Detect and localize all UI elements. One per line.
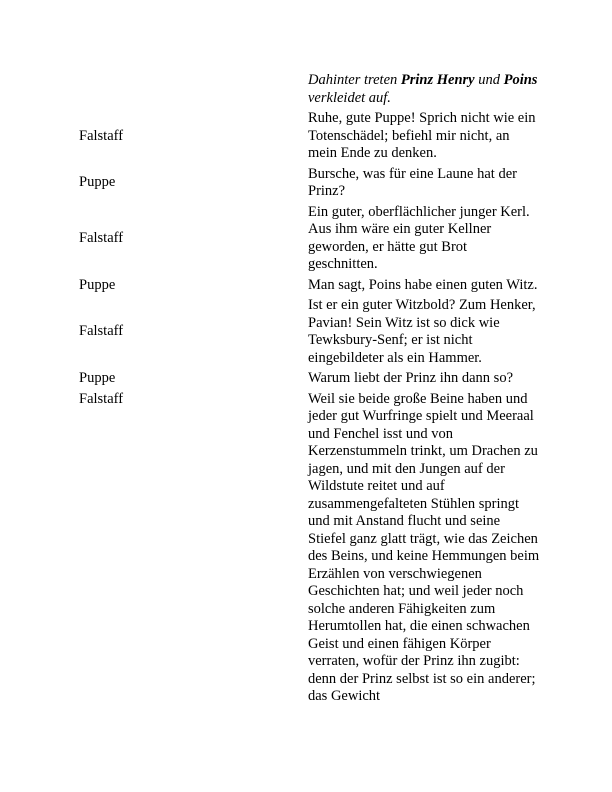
dialogue-row — [79, 110, 549, 163]
dialogue-table — [79, 110, 549, 709]
dialogue-line: Bursche, was für eine Laune hat der Prinz? — [308, 165, 517, 199]
speaker-name: Puppe — [79, 174, 116, 191]
dialogue-row — [79, 204, 549, 274]
dialogue-row — [79, 391, 549, 706]
speaker-name: Falstaff — [79, 127, 124, 144]
character-name-poins: Poins — [503, 72, 538, 88]
stage-direction-text: und — [474, 72, 504, 88]
dialogue-line: Ein guter, oberflächlicher junger Kerl. Aus ihm wäre ein guter Kellner geworden, er hätte gut Brot geschnitten. — [308, 203, 530, 272]
speaker-name: Falstaff — [79, 323, 124, 340]
dialogue-row — [79, 370, 549, 388]
speaker-name: Falstaff — [79, 390, 124, 407]
speaker-name: Puppe — [79, 370, 116, 386]
dialogue-line: Warum liebt der Prinz ihn dann so? — [308, 370, 514, 386]
dialogue-line: Ist er ein guter Witzbold? Zum Henker, Pavian! Sein Witz ist so dick wie Tewksbury-Senf; er ist nicht eingebildeter als ein Hammer. — [308, 297, 536, 366]
dialogue-line: Man sagt, Poins habe einen guten Witz. — [308, 276, 538, 293]
stage-direction — [308, 72, 543, 107]
dialogue-row — [79, 277, 549, 295]
dialogue-row — [79, 297, 549, 367]
speaker-name: Falstaff — [79, 229, 124, 246]
stage-direction-text: Dahinter treten — [308, 72, 401, 88]
dialogue-row — [79, 166, 549, 201]
dialogue-line: Ruhe, gute Puppe! Sprich nicht wie ein Totenschädel; befiehl mir nicht, an mein Ende zu denken. — [308, 110, 536, 161]
character-name-prinz-henry: Prinz Henry — [400, 72, 475, 88]
stage-direction-text: verkleidet auf. — [308, 89, 391, 106]
speaker-name: Puppe — [79, 276, 116, 293]
dialogue-line: Weil sie beide große Beine haben und jeder gut Wurfringe spielt und Meeraal und Fenchel isst und von Kerzenstummeln trinkt, um Drachen zu jagen, und mit den Jungen auf der Wildstute reitet und auf zusammengefalteten Stühlen springt und mit Anstand flucht und seine Stiefel ganz glatt trägt, wie das Zeichen des Beins, und keine Hemmungen beim Erzählen von verschwiegenen Geschichten hat; und weil jeder noch solche anderen Fähigkeiten zum Herumtollen hat, die einen schwachen Geist und einen fähigen Körper verraten, wofür der Prinz ihn zugibt: denn der Prinz selbst ist so ein anderer; das Gewicht — [308, 390, 540, 704]
